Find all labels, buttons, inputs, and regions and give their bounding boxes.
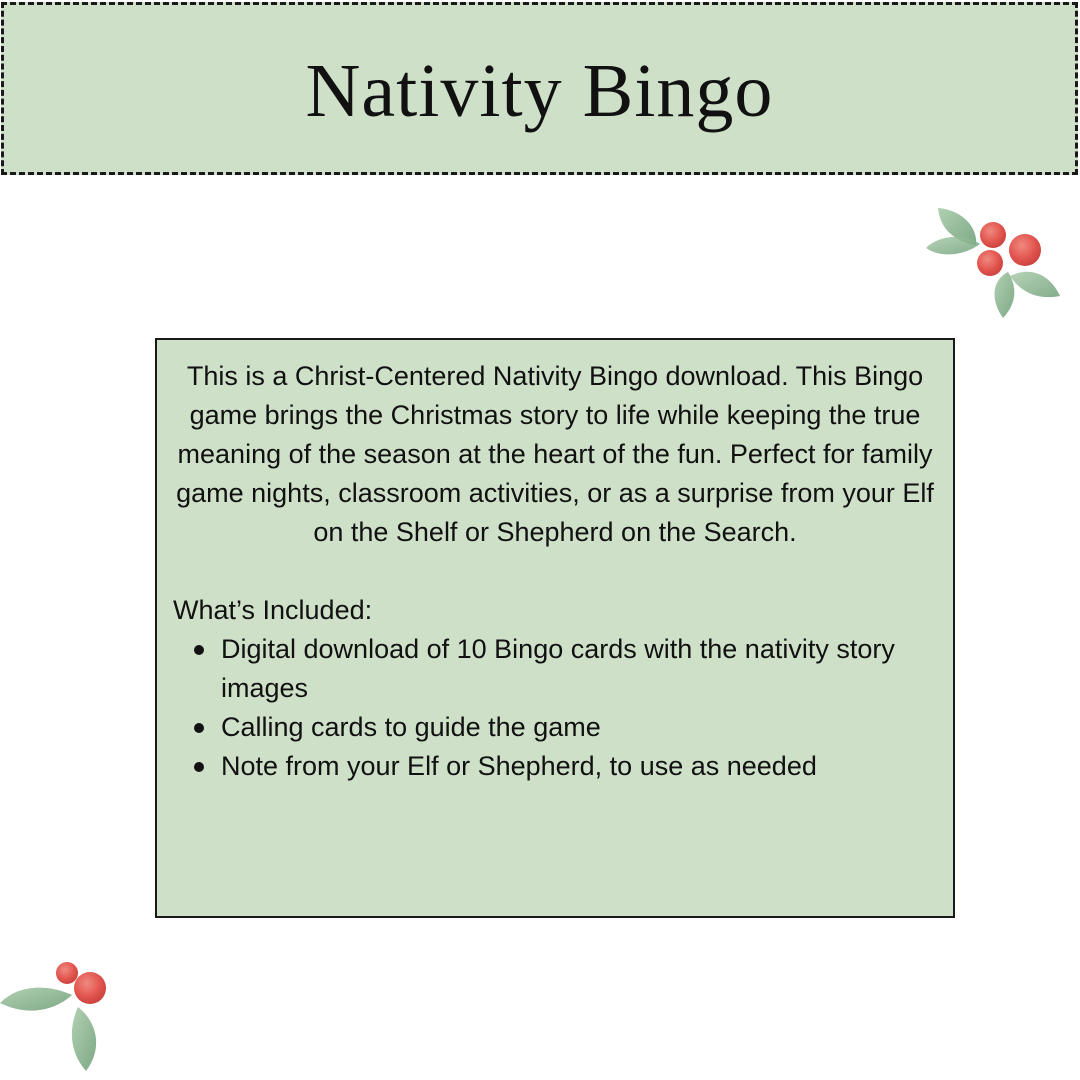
description-panel xyxy=(155,338,955,918)
included-list xyxy=(173,630,937,786)
title-banner xyxy=(1,2,1078,175)
holly-sprig-top-right-icon xyxy=(918,200,1068,330)
bullet-icon xyxy=(194,645,204,655)
included-item-note xyxy=(221,747,937,786)
bullet-icon xyxy=(194,723,204,733)
page-title: Nativity Bingo xyxy=(305,49,774,133)
bullet-icon xyxy=(194,762,204,772)
included-item-label: Digital download of 10 Bingo cards with the nativity story images xyxy=(221,634,895,703)
included-item-bingo-cards xyxy=(221,630,937,708)
product-description: This is a Christ-Centered Nativity Bingo download. This Bingo game brings the Christmas story to life while keeping the true meaning of the season at the heart of the fun. Perfect for family game nights, classroom activities, or as a surprise from your Elf on the Shelf or Shepherd on the Search. xyxy=(176,361,934,547)
holly-sprig-bottom-left-icon xyxy=(0,955,115,1075)
included-item-label: Note from your Elf or Shepherd, to use as needed xyxy=(221,751,817,781)
included-item-calling-cards xyxy=(221,708,937,747)
included-heading: What’s Included: xyxy=(173,595,373,625)
included-item-label: Calling cards to guide the game xyxy=(221,712,601,742)
